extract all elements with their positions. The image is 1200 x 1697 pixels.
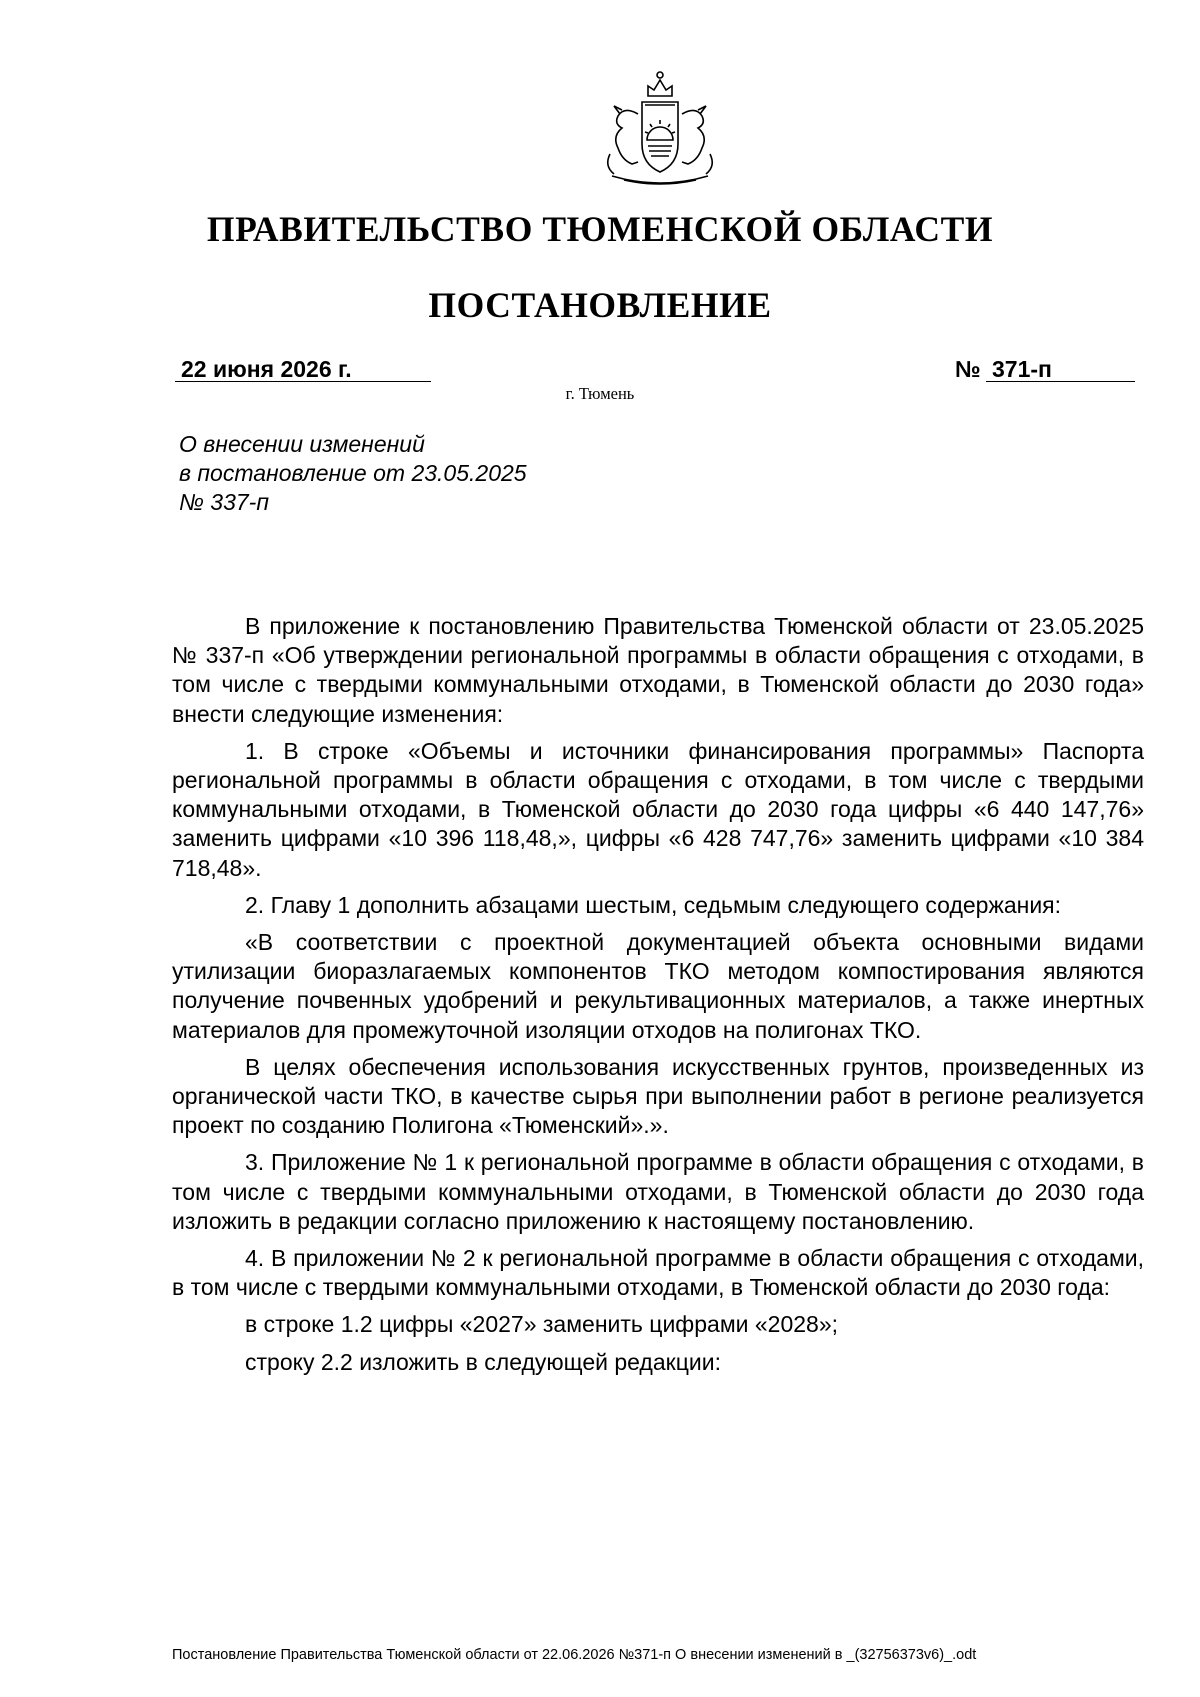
body-paragraph: В приложение к постановлению Правительства Тюменской области от 23.05.2025 № 337-п «Об утверждении региональной программы в области обращения с отходами, в том числе с твердыми коммунальными отходами, в Тюменской области до 2030 года» внести следующие изменения: [172,613,1144,727]
body-paragraph: 4. В приложении № 2 к региональной программе в области обращения с отходами, в том числе с твердыми коммунальными отходами, в Тюменской области до 2030 года: [172,1245,1144,1301]
document-subject [179,430,679,517]
subject-line: в постановление от 23.05.2025 [179,460,527,486]
subject-line: № 337-п [179,489,269,515]
body-paragraph: 2. Главу 1 дополнить абзацами шестым, седьмым следующего содержания: [245,891,1062,918]
body-paragraph: «В соответствии с проектной документацией объекта основными видами утилизации биоразлагаемых компонентов ТКО методом компостирования являются получение почвенных удобрений и рекультивационных материалов, а также инертных материалов для промежуточной изоляции отходов на полигонах ТКО. [172,929,1144,1043]
document-date: 22 июня 2026 г. [175,356,431,382]
document-city: г. Тюмень [565,384,635,403]
document-type-heading: ПОСТАНОВЛЕНИЕ [428,285,772,325]
government-title: ПРАВИТЕЛЬСТВО ТЮМЕНСКОЙ ОБЛАСТИ [206,209,994,249]
document-footer: Постановление Правительства Тюменской области от 22.06.2026 №371-п О внесении изменений в _(32756373v6)_.odt [172,1647,977,1663]
subject-line: О внесении изменений [179,431,425,457]
body-paragraph: в строке 1.2 цифры «2027» заменить цифрами «2028»; [245,1311,839,1338]
body-paragraph: 3. Приложение № 1 к региональной программе в области обращения с отходами, в том числе с твердыми коммунальными отходами, в Тюменской области до 2030 года изложить в редакции согласно приложению к настоящему постановлению. [172,1149,1144,1234]
body-paragraph: В целях обеспечения использования искусственных грунтов, произведенных из органической части ТКО, в качестве сырья при выполнении работ в регионе реализуется проект по созданию Полигона «Тюменский».». [172,1053,1144,1139]
number-label: № [955,356,981,382]
body-paragraph: 1. В строке «Объемы и источники финансирования программы» Паспорта региональной программы в области обращения с отходами, в том числе с твердыми коммунальными отходами, в Тюменской области до 2030 года цифры «6 440 147,76» заменить цифрами «10 396 118,48,», цифры «6 428 747,76» заменить цифрами «10 384 718,48». [172,737,1144,881]
document-number: 371-п [986,356,1135,382]
coat-of-arms-icon [598,66,722,192]
body-paragraph: строку 2.2 изложить в следующей редакции: [245,1348,721,1375]
document-body [172,612,1144,1385]
